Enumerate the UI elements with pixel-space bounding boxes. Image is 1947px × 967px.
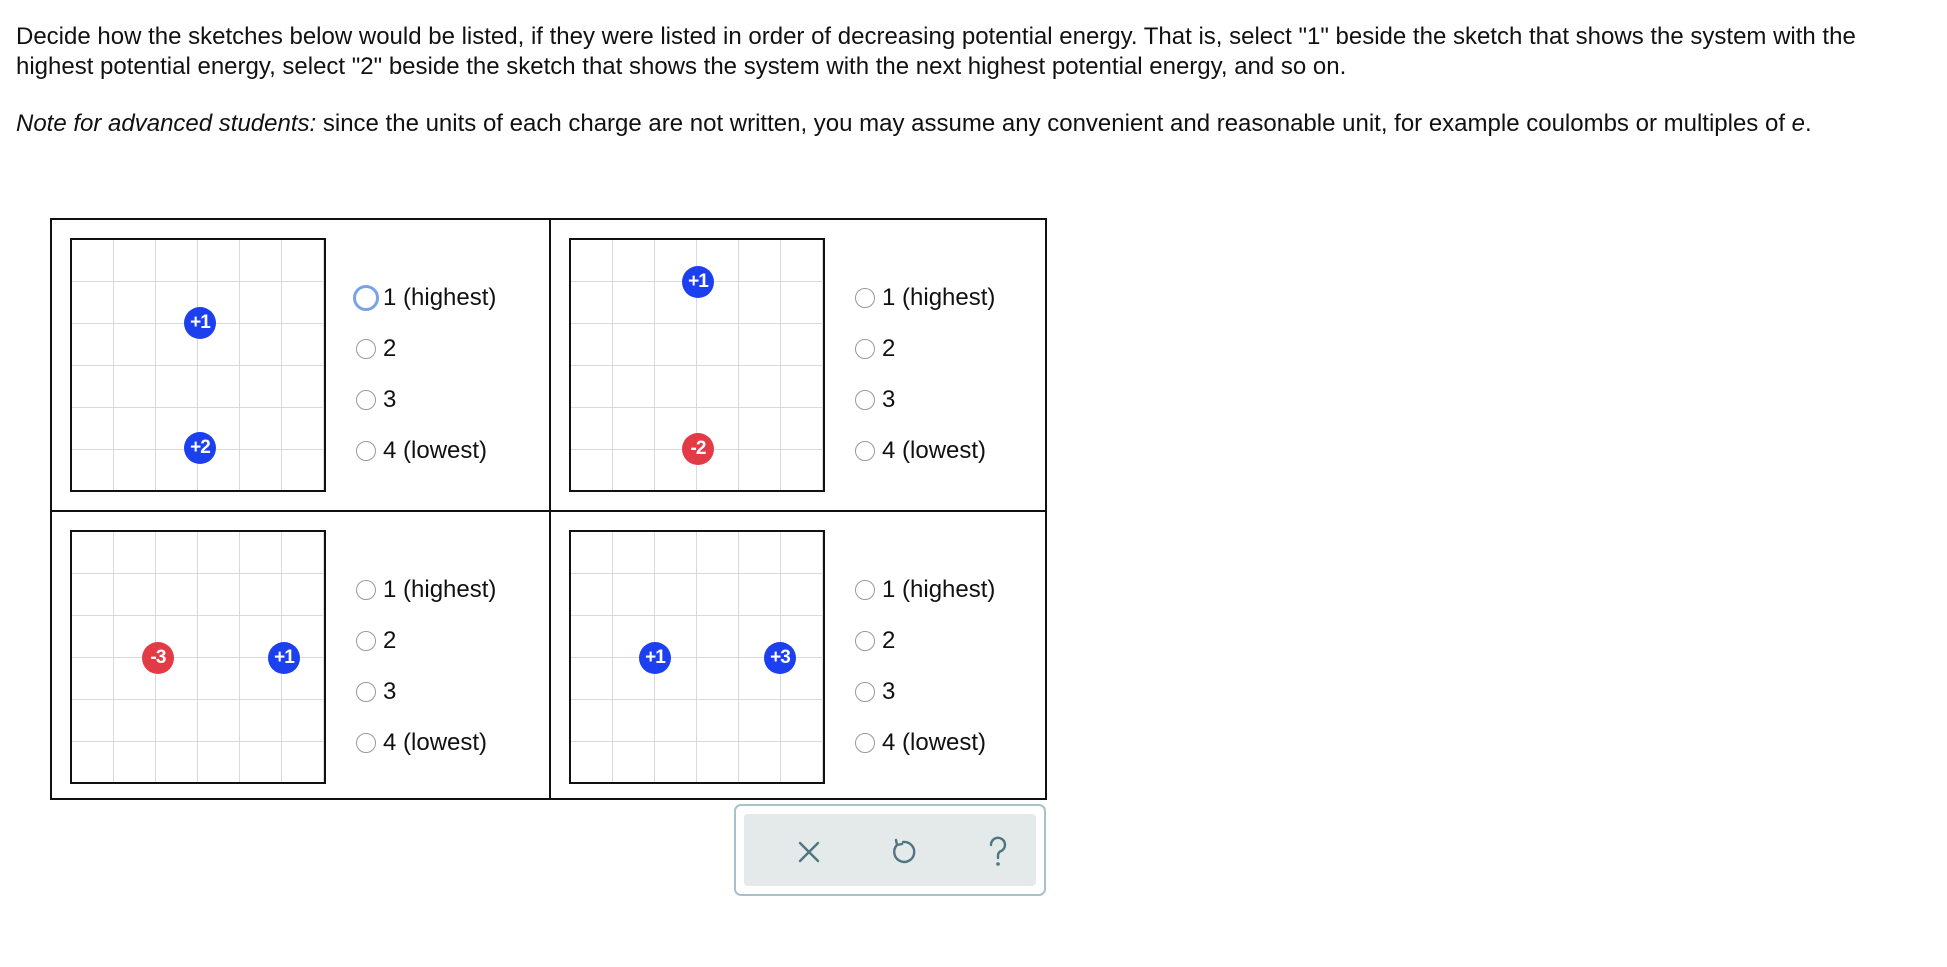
sketch-cell-1: [52, 220, 549, 510]
radio-button[interactable]: [855, 733, 875, 753]
radio-button[interactable]: [356, 682, 376, 702]
help-button[interactable]: [974, 828, 1022, 876]
rank-option-2[interactable]: [855, 323, 995, 374]
rank-option-3[interactable]: [356, 666, 496, 717]
radio-button[interactable]: [353, 285, 379, 311]
rank-option-1-highest[interactable]: [356, 564, 496, 615]
charge-token: -3: [142, 642, 174, 674]
sketch-cell-2: [551, 220, 1048, 510]
radio-button[interactable]: [356, 733, 376, 753]
option-label: 1 (highest): [383, 575, 497, 603]
option-label: 2: [882, 626, 896, 654]
ranking-options-3: [356, 564, 496, 768]
undo-button[interactable]: [879, 828, 927, 876]
option-label: 2: [882, 334, 896, 362]
radio-button[interactable]: [855, 682, 875, 702]
radio-button[interactable]: [356, 390, 376, 410]
ranking-options-1: [356, 272, 496, 476]
rank-option-3[interactable]: [855, 374, 995, 425]
sketch-grid-2: [569, 238, 825, 492]
sketch-cell-3: [52, 512, 549, 802]
sketch-grid-4: [569, 530, 825, 784]
charge-token: +3: [764, 642, 796, 674]
radio-button[interactable]: [855, 288, 875, 308]
question-prompt: Decide how the sketches below would be listed, if they were listed in order of decreasing potential energy. That is, select "1" beside the sketch that shows the system with the highest potential energy, select "2" beside the sketch that shows the system with the next highest potential energy, and so on.: [16, 23, 1856, 80]
toolbar-inner: [744, 814, 1036, 886]
option-label: 4 (lowest): [383, 728, 488, 756]
rank-option-1-highest[interactable]: [356, 272, 496, 323]
rank-option-3[interactable]: [855, 666, 995, 717]
rank-option-2[interactable]: [855, 615, 995, 666]
rank-option-4-lowest[interactable]: [855, 717, 995, 768]
rank-option-4-lowest[interactable]: [356, 425, 496, 476]
rank-option-2[interactable]: [356, 323, 496, 374]
ranking-options-4: [855, 564, 995, 768]
radio-button[interactable]: [356, 441, 376, 461]
charge-token: +1: [268, 642, 300, 674]
option-label: 2: [383, 334, 397, 362]
rank-option-2[interactable]: [356, 615, 496, 666]
rank-option-1-highest[interactable]: [855, 564, 995, 615]
undo-icon: [888, 837, 918, 867]
ranking-options-2: [855, 272, 995, 476]
rank-option-1-highest[interactable]: [855, 272, 995, 323]
radio-button[interactable]: [356, 580, 376, 600]
radio-button[interactable]: [855, 339, 875, 359]
radio-button[interactable]: [356, 631, 376, 651]
radio-button[interactable]: [855, 441, 875, 461]
advanced-note: [16, 107, 1936, 141]
sketch-grid-3: [70, 530, 326, 784]
note-end: .: [1805, 110, 1812, 137]
option-label: 3: [383, 385, 397, 413]
radio-button[interactable]: [855, 390, 875, 410]
x-icon: [796, 839, 822, 865]
rank-option-4-lowest[interactable]: [356, 717, 496, 768]
charge-token: +1: [682, 266, 714, 298]
charge-token: +1: [184, 307, 216, 339]
option-label: 2: [383, 626, 397, 654]
charge-token: -2: [682, 433, 714, 465]
sketch-ranking-table: [50, 218, 1047, 800]
radio-button[interactable]: [356, 339, 376, 359]
charge-token: +1: [639, 642, 671, 674]
charge-token: +2: [184, 432, 216, 464]
question-mark-icon: [983, 835, 1013, 869]
rank-option-3[interactable]: [356, 374, 496, 425]
note-text: since the units of each charge are not written, you may assume any convenient and reasonable unit, for example coulombs or multiples of: [316, 110, 1792, 137]
elementary-charge-variable: e: [1791, 110, 1806, 137]
option-label: 4 (lowest): [882, 436, 987, 464]
option-label: 4 (lowest): [882, 728, 987, 756]
option-label: 1 (highest): [383, 283, 497, 311]
sketch-grid-1: [70, 238, 326, 492]
option-label: 4 (lowest): [383, 436, 488, 464]
radio-button[interactable]: [855, 580, 875, 600]
option-label: 3: [383, 677, 397, 705]
answer-toolbar: [734, 804, 1046, 896]
sketch-cell-4: [551, 512, 1048, 802]
clear-button[interactable]: [785, 828, 833, 876]
option-label: 1 (highest): [882, 575, 996, 603]
note-label: Note for advanced students:: [16, 110, 317, 137]
radio-button[interactable]: [855, 631, 875, 651]
option-label: 3: [882, 385, 896, 413]
option-label: 3: [882, 677, 896, 705]
option-label: 1 (highest): [882, 283, 996, 311]
rank-option-4-lowest[interactable]: [855, 425, 995, 476]
